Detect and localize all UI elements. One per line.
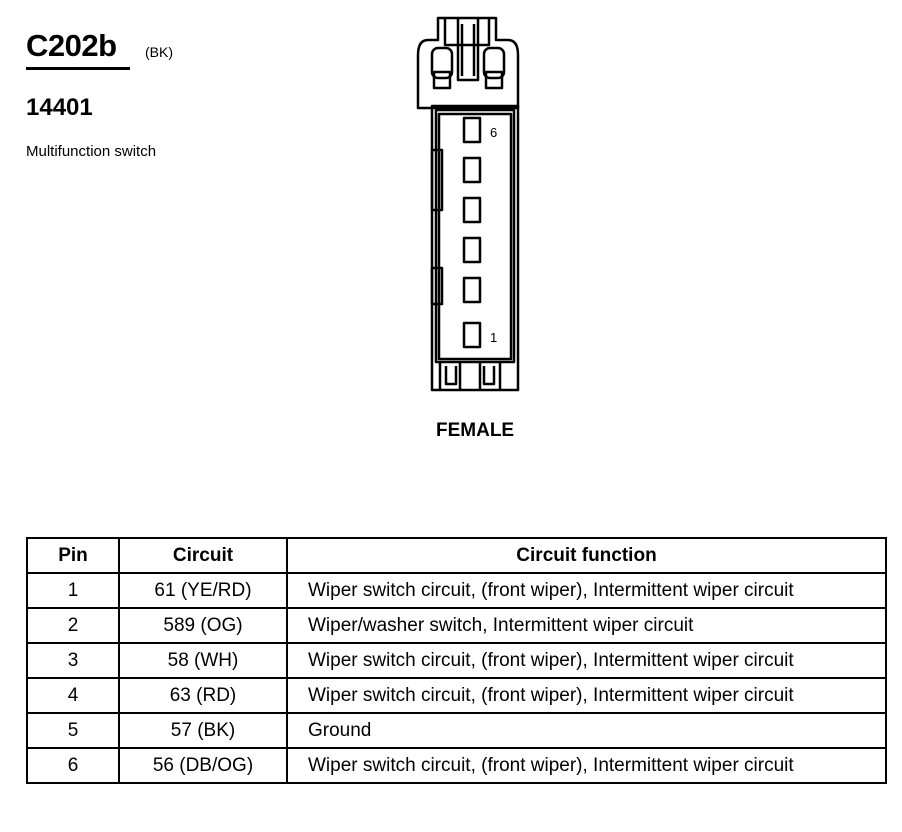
- circuit-function-cell: Wiper switch circuit, (front wiper), Intermittent wiper circuit: [287, 678, 886, 713]
- pin-label-top: 6: [490, 125, 498, 140]
- part-description: Multifunction switch: [26, 143, 157, 160]
- circuit-function-cell: Wiper/washer switch, Intermittent wiper circuit: [287, 608, 886, 643]
- pin-cavity-6: [464, 118, 480, 142]
- pin-cell: 2: [27, 608, 119, 643]
- table-row: [27, 573, 886, 608]
- pin-cavity-3: [464, 238, 480, 262]
- pin-cavity-4: [464, 198, 480, 222]
- column-header-circuit-function: Circuit function: [287, 538, 886, 573]
- pin-cell: 1: [27, 573, 119, 608]
- circuit-cell: 63 (RD): [119, 678, 287, 713]
- locking-tab: [418, 18, 518, 108]
- pin-cell: 6: [27, 748, 119, 783]
- table-row: [27, 608, 886, 643]
- circuit-cell: 57 (BK): [119, 713, 287, 748]
- circuit-function-cell: Wiper switch circuit, (front wiper), Intermittent wiper circuit: [287, 643, 886, 678]
- table-row: [27, 678, 886, 713]
- circuit-function-cell: Ground: [287, 713, 886, 748]
- circuit-function-cell: Wiper switch circuit, (front wiper), Intermittent wiper circuit: [287, 573, 886, 608]
- connector-color: (BK): [145, 44, 173, 60]
- pin-cell: 3: [27, 643, 119, 678]
- pin-cavity-5: [464, 158, 480, 182]
- circuit-cell: 61 (YE/RD): [119, 573, 287, 608]
- pin-label-bottom: 1: [490, 330, 498, 345]
- table-row: [27, 643, 886, 678]
- pin-cavity-1: [464, 323, 480, 347]
- connector-gender-label: FEMALE: [436, 420, 515, 441]
- table-header-row: [27, 538, 886, 573]
- pin-table: [26, 537, 887, 784]
- connector-id: C202b: [26, 28, 117, 63]
- circuit-cell: 56 (DB/OG): [119, 748, 287, 783]
- part-number: 14401: [26, 94, 93, 121]
- pin-cell: 4: [27, 678, 119, 713]
- pin-cavity-2: [464, 278, 480, 302]
- connector-id-underline: [26, 67, 130, 70]
- connector-face-drawing: [410, 10, 530, 400]
- column-header-circuit: Circuit: [119, 538, 287, 573]
- circuit-function-cell: Wiper switch circuit, (front wiper), Intermittent wiper circuit: [287, 748, 886, 783]
- column-header-pin: Pin: [27, 538, 119, 573]
- pin-cell: 5: [27, 713, 119, 748]
- circuit-cell: 58 (WH): [119, 643, 287, 678]
- table-row: [27, 713, 886, 748]
- table-row: [27, 748, 886, 783]
- circuit-cell: 589 (OG): [119, 608, 287, 643]
